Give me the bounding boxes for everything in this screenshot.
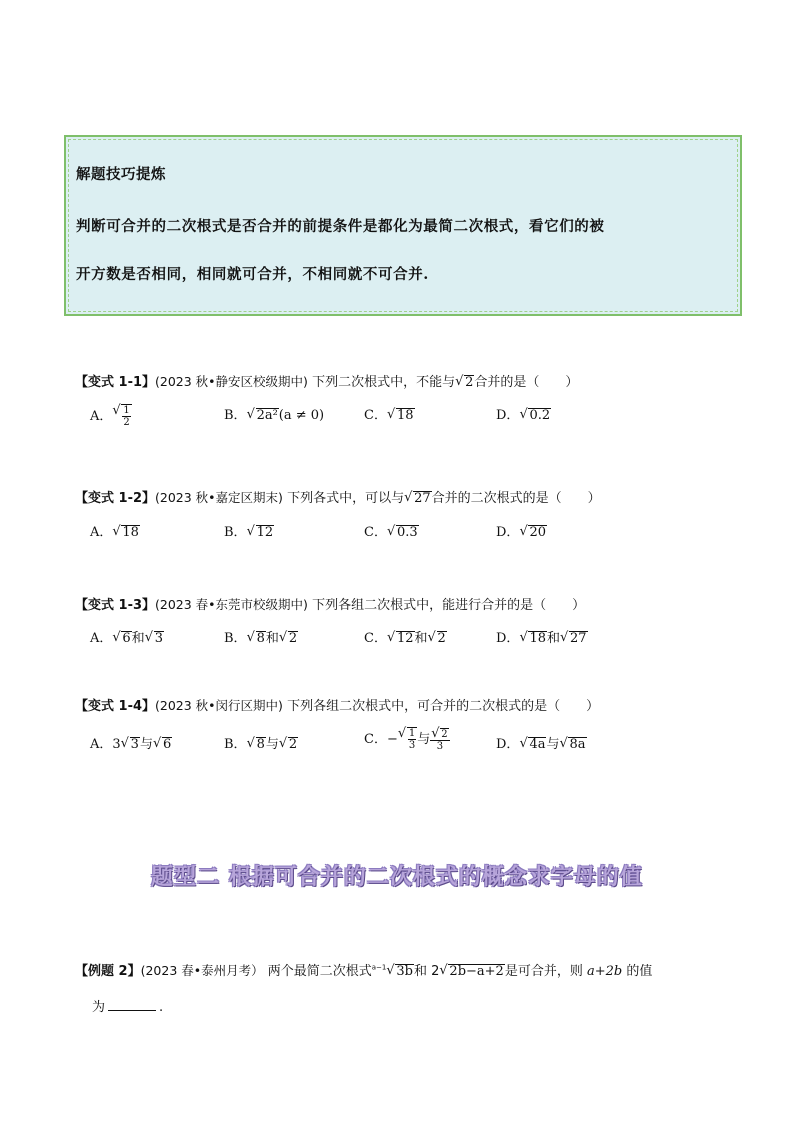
option-a[interactable]: A． √ $\frac{1}{2}$ [90,404,132,428]
option-b[interactable]: B．√ 12 [224,521,274,540]
option-c[interactable]: C．√ 12和√ 2 [364,627,447,646]
answer-blank[interactable] [108,1010,156,1011]
question-stem: 下列各组二次根式中，能进行合并的是（ ） [312,598,586,613]
question-1-1 [75,371,578,390]
question-label: 【变式 1-2】 [75,491,156,506]
question-stem: 下列各式中，可以与 [287,491,405,506]
question-label: 【变式 1-4】 [75,699,156,714]
options-1-3 [90,627,650,657]
example-2: 【例题 2】(2023 春•泰州月考） 两个最简二次根式$^{a-1}$√ 3b和 2√ 2b−a+2是可合并，则 a+2b 的值 [75,960,652,979]
options-1-2 [90,521,650,551]
radical-index: a−1 [371,963,387,972]
question-label: 【变式 1-1】 [75,375,156,390]
question-source: (2023 秋•闵行区期中) [155,698,283,713]
question-stem-end: 合并的是（ ） [474,375,579,390]
question-source: (2023 秋•静安区校级期中) [155,374,308,389]
question-1-4 [75,695,599,714]
question-source: (2023 春•东莞市校级期中) [155,597,308,612]
option-c[interactable]: C．− √ $\frac{1}{3}$ 与 √ $\frac{2}{3}$ [364,727,450,752]
example-2-line2: 为 . [92,1000,164,1015]
question-label: 【变式 1-3】 [75,598,156,613]
expression: a+2b [586,964,623,979]
option-d[interactable]: D．√ 0.2 [496,404,551,423]
option-a[interactable]: A．√ 6和√ 3 [90,627,164,646]
example-source: (2023 春•泰州月考） [140,963,264,978]
tip-title: 解题技巧提炼 [76,166,166,183]
option-c[interactable]: C．√ 18 [364,404,415,423]
option-c[interactable]: C．√ 0.3 [364,521,419,540]
question-stem: 下列各组二次根式中，可合并的二次根式的是（ ） [287,699,600,714]
option-b[interactable]: B．√ 8与√ 2 [224,733,298,752]
tip-box [64,135,742,316]
option-b[interactable]: B．√ 8和√ 2 [224,627,298,646]
section-heading: 题型二 根据可合并的二次根式的概念求字母的值 [151,865,643,890]
sqrt-symbol: √ 27 [404,491,432,506]
option-a[interactable]: A．3√ 3与√ 6 [90,733,172,752]
question-stem: 下列二次根式中，不能与 [312,375,456,390]
example-label: 【例题 2】 [75,964,141,979]
tip-line-1: 判断可合并的二次根式是否合并的前提条件是都化为最简二次根式，看它们的被 [76,218,605,235]
option-b[interactable]: B．√ 2a²(a ≠ 0) [224,404,324,423]
option-a[interactable]: A．√ 18 [90,521,140,540]
option-d[interactable]: D．√ 20 [496,521,547,540]
option-d[interactable]: D．√ 18和√ 27 [496,627,588,646]
sqrt-symbol: √ 2 [455,375,474,390]
question-stem-end: 合并的二次根式的是（ ） [431,491,601,506]
options-1-1 [90,404,650,434]
options-1-4 [90,728,650,763]
question-source: (2023 秋•嘉定区期末) [155,490,283,505]
example-stem: 两个最简二次根式 [267,964,372,979]
question-1-3 [75,594,585,613]
question-1-2 [75,487,601,506]
tip-line-2: 开方数是否相同，相同就可合并，不相同就不可合并. [76,266,429,283]
option-d[interactable]: D．√ 4a与√ 8a [496,733,587,752]
